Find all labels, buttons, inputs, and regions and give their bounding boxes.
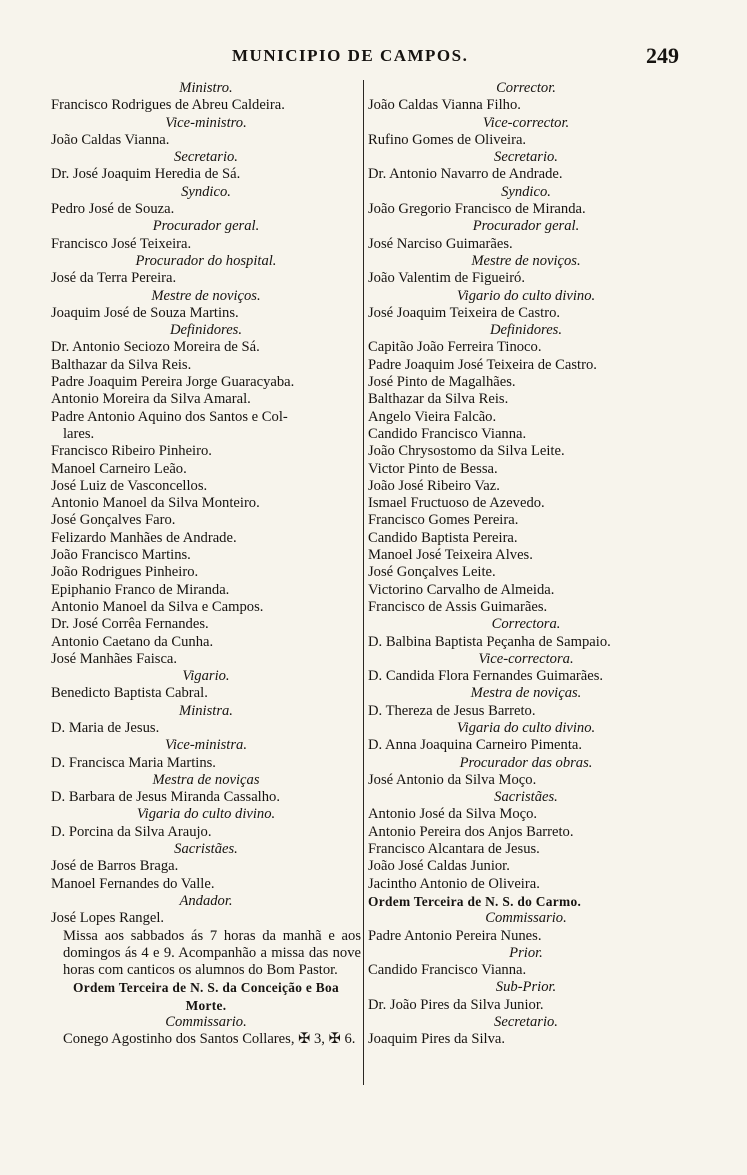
role-heading: Mestra de noviças. xyxy=(470,685,582,702)
entry-name: João Chrysostomo da Silva Leite. xyxy=(368,443,565,460)
section-heading: Ordem Terceira de N. S. do Carmo. xyxy=(368,893,582,909)
entry-name: José Gonçalves Faro. xyxy=(51,512,176,529)
role-heading: Vice-correctora. xyxy=(478,650,574,667)
entry-name: Francisco de Assis Guimarães. xyxy=(368,598,548,615)
role-heading: Vice-ministra. xyxy=(164,737,247,754)
entry-name: Candido Baptista Pereira. xyxy=(368,529,518,546)
role-heading: Ministra. xyxy=(179,702,233,719)
entry-name: Balthazar da Silva Reis. xyxy=(368,391,509,408)
entry-name: Francisco Ribeiro Pinheiro. xyxy=(51,443,212,460)
role-heading: Vigario. xyxy=(182,668,230,685)
entry-name: José Luiz de Vasconcellos. xyxy=(51,477,208,494)
entry-name: Manoel José Teixeira Alves. xyxy=(368,547,533,564)
page-title: MUNICIPIO DE CAMPOS. xyxy=(232,46,469,65)
role-heading: Procurador geral. xyxy=(472,218,580,235)
entry-name: Pedro José de Souza. xyxy=(51,201,175,218)
entry-name: Dr. José Joaquim Heredia de Sá. xyxy=(51,166,241,183)
role-heading: Sub-Prior. xyxy=(495,979,557,996)
role-heading: Mestra de noviças xyxy=(152,771,260,788)
entry-name: Candido Francisco Vianna. xyxy=(368,425,527,442)
role-heading: Secretario. xyxy=(494,149,558,166)
entry-name: Antonio Moreira da Silva Amaral. xyxy=(51,391,251,408)
entry-name: D. Maria de Jesus. xyxy=(51,719,160,736)
entry-name: Francisco Gomes Pereira. xyxy=(368,512,519,529)
entry-name: D. Barbara de Jesus Miranda Cassalho. xyxy=(51,789,280,806)
left-column xyxy=(51,80,361,1049)
entry-name: Ismael Fructuoso de Azevedo. xyxy=(368,495,545,512)
role-heading: Commissario. xyxy=(485,910,567,927)
entry-name: Balthazar da Silva Reis. xyxy=(51,356,192,373)
entry-name: Victorino Carvalho de Almeida. xyxy=(368,581,555,598)
entry-name: D. Thereza de Jesus Barreto. xyxy=(368,702,536,719)
entry-name: Candido Francisco Vianna. xyxy=(368,962,527,979)
role-heading: Vigario do culto divino. xyxy=(456,287,596,304)
role-heading: Procurador das obras. xyxy=(459,754,593,771)
role-heading: Vigaria do culto divino. xyxy=(136,806,276,823)
entry-name: Antonio Caetano da Cunha. xyxy=(51,633,214,650)
entry-name: Joaquim Pires da Silva. xyxy=(368,1031,506,1048)
role-heading: Secretario. xyxy=(174,149,238,166)
entry-name: João José Ribeiro Vaz. xyxy=(368,477,500,494)
entry-name: João Rodrigues Pinheiro. xyxy=(51,564,199,581)
entry-name: José Joaquim Teixeira de Castro. xyxy=(368,304,561,321)
entry-name: João José Caldas Junior. xyxy=(368,858,510,875)
role-heading: Syndico. xyxy=(501,183,551,200)
entry-name: D. Porcina da Silva Araujo. xyxy=(51,823,212,840)
entry-name: José Antonio da Silva Moço. xyxy=(368,771,537,788)
entry-name: José da Terra Pereira. xyxy=(51,270,177,287)
entry-name: Dr. João Pires da Silva Junior. xyxy=(368,996,544,1013)
entry-name: José Pinto de Magalhães. xyxy=(368,374,516,391)
role-heading: Syndico. xyxy=(181,183,231,200)
role-heading: Andador. xyxy=(179,892,233,909)
entry-name: Rufino Gomes de Oliveira. xyxy=(368,131,527,148)
role-heading: Vice-corrector. xyxy=(482,114,570,131)
entry-name: D. Balbina Baptista Peçanha de Sampaio. xyxy=(368,633,611,650)
entry-name: D. Anna Joaquina Carneiro Pimenta. xyxy=(368,737,582,754)
entry-continuation: lares. xyxy=(63,425,95,442)
role-heading: Vigaria do culto divino. xyxy=(456,719,596,736)
entry-name: Padre Joaquim José Teixeira de Castro. xyxy=(368,356,597,373)
entry-name: Francisco Alcantara de Jesus. xyxy=(368,841,540,858)
entry-name: Antonio José da Silva Moço. xyxy=(368,806,538,823)
entry-name: Benedicto Baptista Cabral. xyxy=(51,685,208,702)
entry-name: Dr. Antonio Seciozo Moreira de Sá. xyxy=(51,339,260,356)
entry-name: Padre Antonio Aquino dos Santos e Col- xyxy=(51,408,288,425)
page-header xyxy=(0,43,747,72)
role-heading: Prior. xyxy=(509,944,543,961)
role-heading: Corrector. xyxy=(496,80,556,96)
entry-name: Jacintho Antonio de Oliveira. xyxy=(368,875,540,892)
entry-name: João Valentim de Figueiró. xyxy=(368,270,525,287)
entry-name: Antonio Manoel da Silva Monteiro. xyxy=(51,495,260,512)
entry-name: Padre Antonio Pereira Nunes. xyxy=(368,927,542,944)
entry-name: João Francisco Martins. xyxy=(51,547,191,564)
entry-name: Antonio Manoel da Silva e Campos. xyxy=(51,598,264,615)
entry-name: João Caldas Vianna Filho. xyxy=(368,97,521,114)
role-heading: Definidores. xyxy=(489,322,562,339)
entry-name: Manoel Fernandes do Valle. xyxy=(51,875,215,892)
role-heading: Vice-ministro. xyxy=(165,114,247,131)
entry-name: Capitão João Ferreira Tinoco. xyxy=(368,339,542,356)
entry-name: Angelo Vieira Falcão. xyxy=(368,408,497,425)
entry-name: Epiphanio Franco de Miranda. xyxy=(51,581,230,598)
entry-name: Dr. José Corrêa Fernandes. xyxy=(51,616,209,633)
entry-name: José de Barros Braga. xyxy=(51,858,179,875)
notice-paragraph: Conego Agostinho dos Santos Collares, ✠ 3, ✠ 6. xyxy=(63,1031,356,1048)
entry-name: José Gonçalves Leite. xyxy=(368,564,496,581)
entry-name: Manoel Carneiro Leão. xyxy=(51,460,187,477)
column-divider xyxy=(363,80,364,1085)
notice-paragraph: Missa aos sabbados ás 7 horas da manhã e aos domingos ás 4 e 9. Acompanhão a missa das nove horas com canticos os alumnos do Bom Pastor. xyxy=(63,927,361,979)
section-heading: Ordem Terceira de N. S. da Conceição e Boa Morte. xyxy=(72,980,339,1013)
entry-name: Victor Pinto de Bessa. xyxy=(368,460,498,477)
role-heading: Mestre de noviços. xyxy=(471,252,581,269)
role-heading: Definidores. xyxy=(169,322,242,339)
role-heading: Sacristães. xyxy=(174,841,238,858)
entry-name: João Caldas Vianna. xyxy=(51,131,170,148)
entry-name: José Manhães Faisca. xyxy=(51,650,178,667)
entry-name: Felizardo Manhães de Andrade. xyxy=(51,529,237,546)
entry-name: Francisco José Teixeira. xyxy=(51,235,192,252)
entry-name: José Narciso Guimarães. xyxy=(368,235,513,252)
entry-name: D. Candida Flora Fernandes Guimarães. xyxy=(368,668,604,685)
role-heading: Commissario. xyxy=(165,1014,247,1031)
entry-name: D. Francisca Maria Martins. xyxy=(51,754,216,771)
role-heading: Procurador do hospital. xyxy=(135,252,277,269)
entry-name: Antonio Pereira dos Anjos Barreto. xyxy=(368,823,574,840)
role-heading: Secretario. xyxy=(494,1014,558,1031)
role-heading: Ministro. xyxy=(179,80,233,96)
entry-name: Francisco Rodrigues de Abreu Caldeira. xyxy=(51,97,285,114)
entry-name: Padre Joaquim Pereira Jorge Guaracyaba. xyxy=(51,374,295,391)
entry-name: Joaquim José de Souza Martins. xyxy=(51,304,239,321)
entry-name: Dr. Antonio Navarro de Andrade. xyxy=(368,166,563,183)
page-number: 249 xyxy=(646,43,679,68)
role-heading: Mestre de noviços. xyxy=(151,287,261,304)
role-heading: Procurador geral. xyxy=(152,218,260,235)
entry-name: João Gregorio Francisco de Miranda. xyxy=(368,201,586,218)
entry-name: José Lopes Rangel. xyxy=(51,910,165,927)
role-heading: Correctora. xyxy=(491,616,561,633)
right-column xyxy=(368,80,684,1049)
role-heading: Sacristães. xyxy=(494,789,558,806)
